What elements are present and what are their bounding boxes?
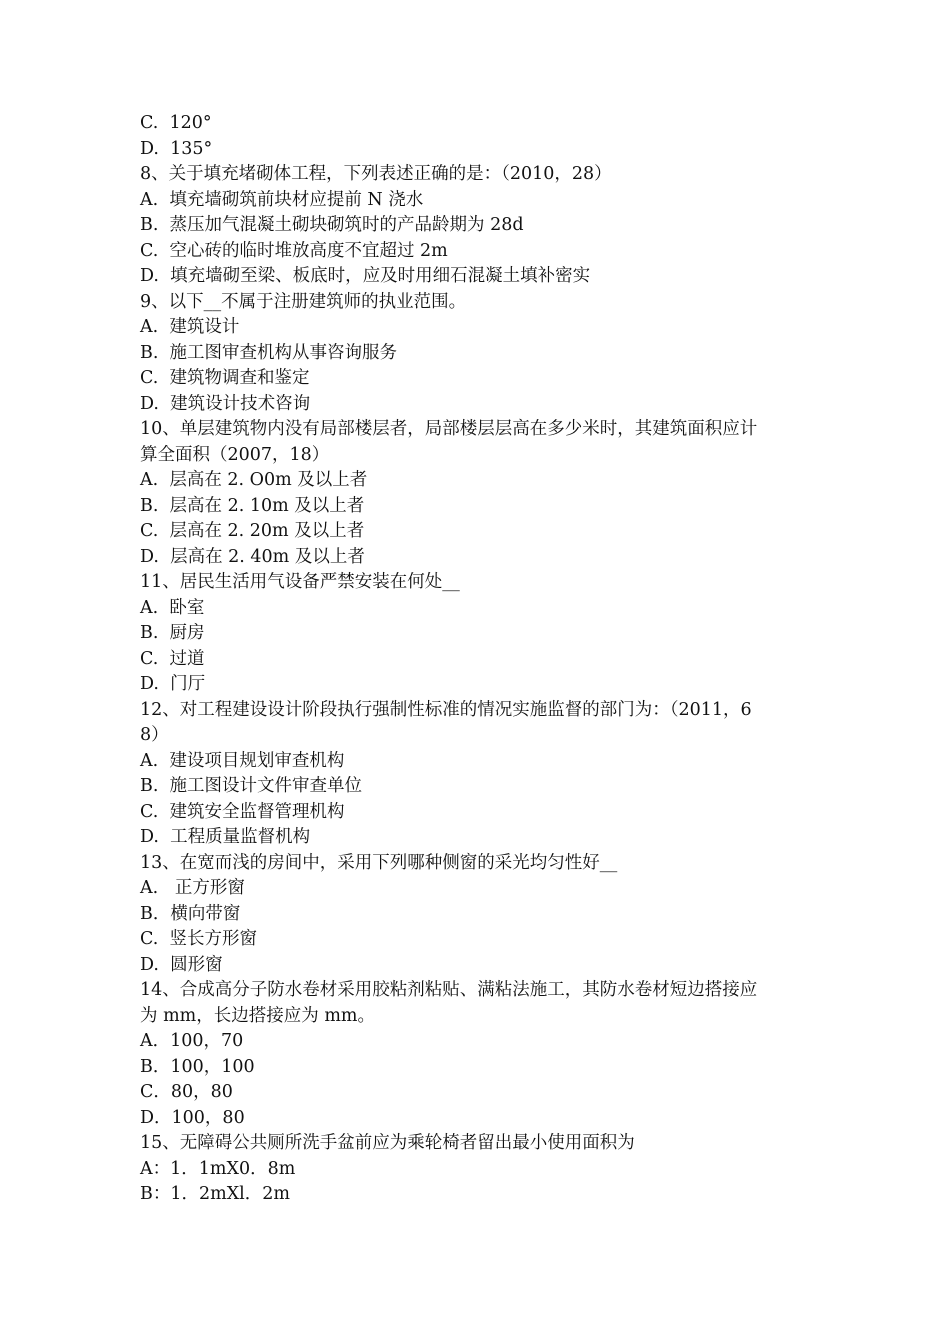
text-line: 14、合成高分子防水卷材采用胶粘剂粘贴、满粘法施工，其防水卷材短边搭接应	[140, 980, 758, 1000]
text-line: D. 建筑设计技术咨询	[140, 393, 311, 414]
text-line: B：1．2mXl．2m	[140, 1184, 291, 1204]
text-line: C. 建筑物调查和鉴定	[140, 368, 310, 388]
text-line: C．80，80	[140, 1082, 233, 1102]
text-line: B. 厨房	[140, 623, 205, 643]
text-line: 12、对工程建设设计阶段执行强制性标准的情况实施监督的部门为：（2011，6	[140, 699, 752, 720]
text-line: 8）	[140, 725, 169, 745]
text-line: 8、关于填充堵砌体工程，下列表述正确的是：（2010，28）	[140, 164, 612, 184]
text-line: B．100，100	[140, 1056, 255, 1077]
document-body	[140, 111, 820, 1208]
text-line: B. 蒸压加气混凝土砌块砌筑时的产品龄期为 28d	[140, 215, 524, 235]
text-line: A. 建筑设计	[140, 317, 240, 337]
text-line: C. 120°	[140, 113, 212, 133]
text-line: C. 层高在 2. 20m 及以上者	[140, 521, 365, 541]
text-line: D. 层高在 2. 40m 及以上者	[140, 546, 365, 567]
text-line: B. 施工图审查机构从事咨询服务	[140, 342, 398, 363]
text-line: C. 竖长方形窗	[140, 929, 257, 949]
text-line: D. 工程质量监督机构	[140, 827, 311, 847]
text-line: 为 mm，长边搭接应为 mm。	[140, 1005, 376, 1026]
text-line: D. 填充墙砌至梁、板底时，应及时用细石混凝土填补密实	[140, 266, 591, 286]
text-line: 10、单层建筑物内没有局部楼层者，局部楼层层高在多少米时，其建筑面积应计	[140, 419, 758, 439]
text-line: A. 卧室	[140, 597, 205, 618]
text-line: C. 过道	[140, 648, 205, 669]
text-line: A：1．1mX0．8m	[140, 1158, 296, 1179]
text-line: D. 135°	[140, 138, 213, 159]
text-line: D. 门厅	[140, 674, 206, 694]
text-line: A. 正方形窗	[140, 878, 245, 898]
text-line: A. 填充墙砌筑前块材应提前 N 浇水	[140, 189, 424, 210]
text-line: D．100，80	[140, 1107, 245, 1128]
text-line: D. 圆形窗	[140, 954, 223, 975]
text-line: A．100，70	[140, 1031, 244, 1051]
text-line: 11、居民生活用气设备严禁安装在何处__	[140, 572, 460, 592]
text-line: B．横向带窗	[140, 903, 241, 924]
text-line: C. 建筑安全监督管理机构	[140, 801, 345, 822]
text-line: A. 建设项目规划审查机构	[140, 750, 345, 771]
text-line: 算全面积（2007，18）	[140, 444, 330, 465]
text-line: B. 层高在 2. 10m 及以上者	[140, 495, 365, 516]
text-line: 9、以下__不属于注册建筑师的执业范围。	[140, 291, 467, 312]
text-line: 15、无障碍公共厕所洗手盆前应为乘轮椅者留出最小使用面积为	[140, 1133, 635, 1153]
text-line: 13、在宽而浅的房间中，采用下列哪种侧窗的采光均匀性好__	[140, 852, 618, 873]
text-line: C. 空心砖的临时堆放高度不宜超过 2m	[140, 240, 448, 261]
text-line: A. 层高在 2. O0m 及以上者	[140, 470, 368, 490]
text-line: B. 施工图设计文件审查单位	[140, 776, 363, 796]
